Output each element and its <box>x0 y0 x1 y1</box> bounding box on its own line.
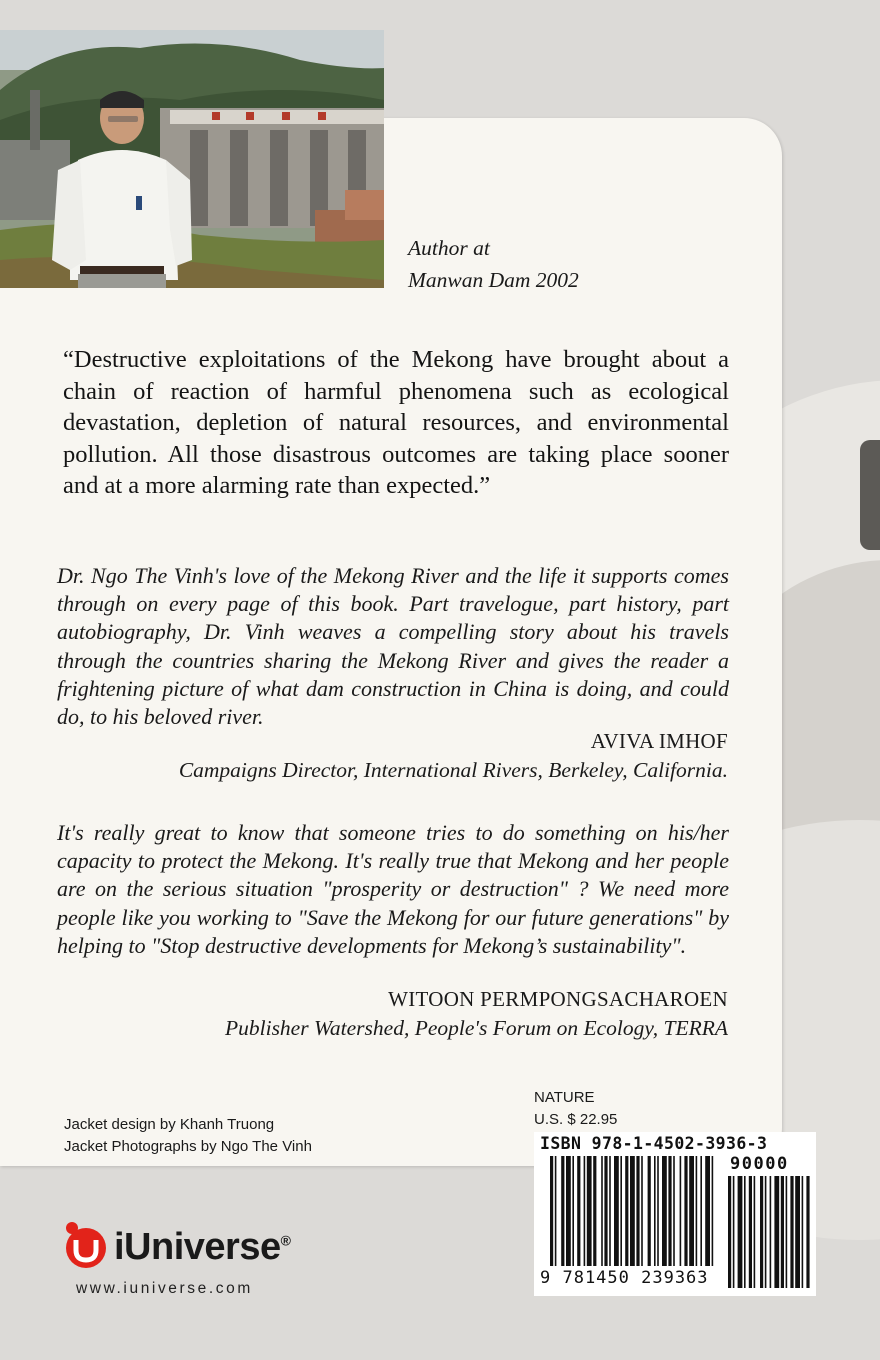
barcode-addon-bar <box>754 1176 756 1288</box>
background-mark <box>860 440 880 550</box>
barcode-addon-bar <box>765 1176 767 1288</box>
barcode-bar <box>668 1156 671 1266</box>
barcode-addon-bar <box>770 1176 772 1288</box>
publisher-url: www.iuniverse.com <box>76 1280 253 1297</box>
book-price: U.S. $ 22.95 <box>534 1111 618 1128</box>
barcode-addon-bar <box>802 1176 804 1288</box>
book-category: NATURE <box>534 1089 595 1106</box>
reviewer-affiliation: Publisher Watershed, People's Forum on Ecology, TERRA <box>224 1016 728 1040</box>
barcode-addon-bar <box>749 1176 752 1288</box>
barcode-addon-bar <box>786 1176 788 1288</box>
barcode-bar <box>550 1156 553 1266</box>
barcode-bar <box>700 1156 702 1266</box>
barcode-bar <box>609 1156 611 1266</box>
isbn-number: ISBN 978-1-4502-3936-3 <box>540 1134 768 1153</box>
barcode-bar <box>577 1156 580 1266</box>
barcode-bar <box>684 1156 687 1266</box>
barcode-bar <box>593 1156 596 1266</box>
barcode-bar <box>654 1156 656 1266</box>
photo-caption-line1: Author at <box>408 236 490 260</box>
barcode-addon-bar <box>728 1176 731 1288</box>
barcode-addon-bar <box>760 1176 763 1288</box>
barcode-bar <box>566 1156 571 1266</box>
author-photo <box>0 30 384 288</box>
barcode-addon-bar <box>795 1176 800 1288</box>
barcode-bar <box>614 1156 619 1266</box>
barcode-bar <box>561 1156 564 1266</box>
barcode-addon-bar <box>738 1176 743 1288</box>
reviewer-name: WITOON PERMPONGSACHAROEN <box>388 987 728 1011</box>
jacket-photo-credit: Jacket Photographs by Ngo The Vinh <box>64 1138 312 1155</box>
review-text: Dr. Ngo The Vinh's love of the Mekong River and the life it supports comes through on every page of this book. Part travelogue, part history, part autobiography, Dr. Vinh weaves a compelling story about his travels through the countries sharing the Mekong River and gives the reader a frightening picture of what dam construction in China is doing, and could do, to his beloved river. <box>57 563 729 730</box>
barcode-bar <box>625 1156 628 1266</box>
barcode-bar <box>662 1156 667 1266</box>
barcode-addon-bar <box>744 1176 746 1288</box>
barcode-bar <box>680 1156 682 1266</box>
barcode-bar <box>657 1156 659 1266</box>
barcode-bar <box>601 1156 603 1266</box>
reviewer-affiliation: Campaigns Director, International Rivers, Berkeley, California. <box>178 758 728 782</box>
barcode-addon: 90000 <box>730 1154 789 1174</box>
registered-mark: ® <box>280 1232 291 1249</box>
jacket-design-credit: Jacket design by Khanh Truong <box>64 1116 275 1133</box>
barcode-bar <box>555 1156 557 1266</box>
barcode-addon-bar <box>733 1176 735 1288</box>
barcode-bar <box>584 1156 586 1266</box>
barcode-addon-bar <box>790 1176 793 1288</box>
barcode-bar <box>620 1156 622 1266</box>
barcode-bar <box>587 1156 592 1266</box>
barcode-addon-bar <box>781 1176 784 1288</box>
barcode-bar <box>604 1156 607 1266</box>
iuniverse-logo-icon <box>62 1220 112 1270</box>
barcode-addon-bar <box>774 1176 779 1288</box>
barcode-bar <box>641 1156 643 1266</box>
barcode-bar <box>696 1156 698 1266</box>
review-text: It's really great to know that someone tries to do something on his/her capacity to protect the Mekong. It's really true that Mekong and her people are on the serious situation "prosperity or destruction" ? We need more people like you working to "Save the Mekong for our future generations" by helping to "Stop destructive developments for Mekong’s sustainability". <box>57 820 729 958</box>
publisher-name <box>114 1226 290 1269</box>
barcode-bar <box>689 1156 694 1266</box>
barcode-bar <box>648 1156 651 1266</box>
barcode-bar <box>705 1156 710 1266</box>
barcode-bar <box>636 1156 639 1266</box>
barcode-bar <box>630 1156 635 1266</box>
barcode-addon-bar <box>806 1176 809 1288</box>
ean-number: 9 781450 239363 <box>540 1268 709 1288</box>
barcode-bar <box>712 1156 714 1266</box>
publisher-name-text: iUniverse <box>114 1226 281 1268</box>
reviewer-name: AVIVA IMHOF <box>590 729 728 753</box>
isbn-barcode <box>534 1132 816 1296</box>
photo-caption-line2: Manwan Dam 2002 <box>408 268 579 292</box>
barcode-bar <box>673 1156 675 1266</box>
author-quote: “Destructive exploitations of the Mekong have brought about a chain of reaction of harmful phenomena such as ecological devastation, depletion of natural resources, and environmental pollution. All those disastrous outcomes are taking place sooner and at a more alarming rate than expected.” <box>63 346 729 500</box>
barcode-bar <box>572 1156 574 1266</box>
